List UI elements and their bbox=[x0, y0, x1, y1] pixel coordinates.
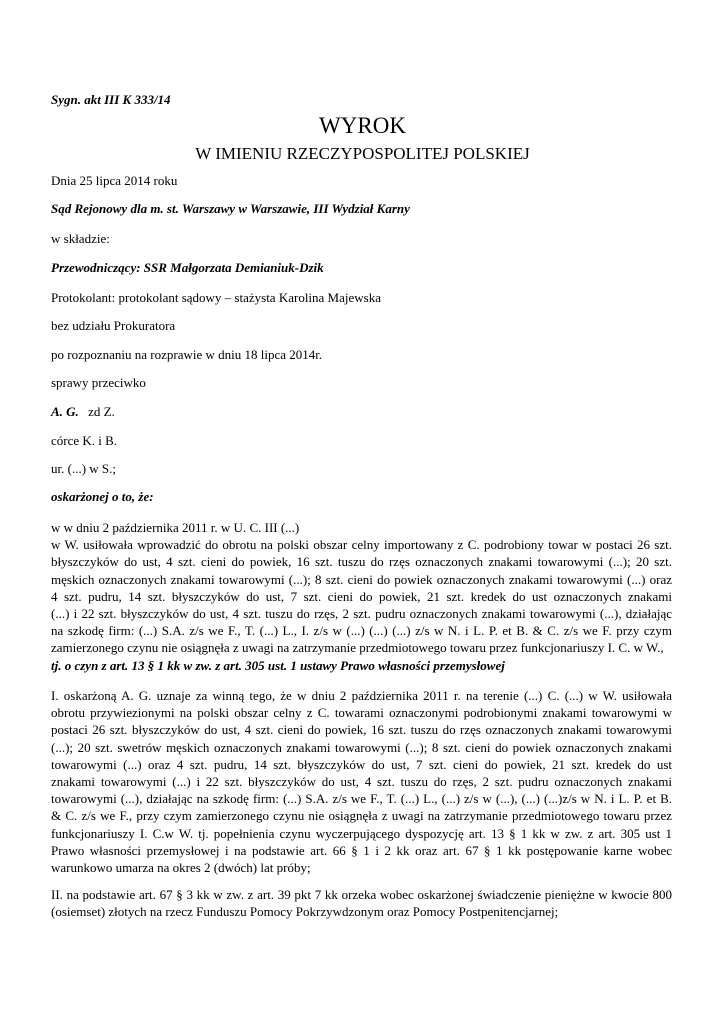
judgment-date: Dnia 25 lipca 2014 roku bbox=[51, 173, 178, 188]
ruling-line: warunkowo umarza na okres 2 (dwóch) lat próby; bbox=[51, 859, 311, 875]
defendant-name: A. G. bbox=[51, 404, 79, 419]
document-title: WYROK bbox=[319, 113, 406, 138]
presiding-judge: Przewodniczący: SSR Małgorzata Demianiuk-Dzik bbox=[51, 260, 324, 275]
composition-label: w składzie: bbox=[51, 231, 110, 246]
ruling-line: towarowymi (...) oraz 4 szt. pudru, 14 szt. błyszczyków do ust, 7 szt. cieni do powiek, 21 szt. kredek do ust bbox=[51, 756, 672, 772]
charged-label: oskarżonej o to, że: bbox=[51, 489, 154, 504]
court-clerk: Protokolant: protokolant sądowy – stażysta Karolina Majewska bbox=[51, 290, 381, 305]
ruling-line: znakami towarowymi (...) i 22 szt. błyszczyków do ust, 4 szt. tuszu do rzęs, 2 szt. pudru oznaczonych znakami bbox=[51, 773, 672, 789]
charge-line: zamierzonego czynu nie osiągnęła z uwagi na zatrzymanie przedmiotowego towaru przez funkcjonariuszy I. C. w W., bbox=[51, 640, 664, 656]
defendant-parents: córce K. i B. bbox=[51, 433, 118, 448]
defendant bbox=[51, 404, 115, 420]
ruling-line: (osiemset) złotych na rzecz Funduszu Pomocy Pokrzywdzonym oraz Pomocy Postpenitencjarnej; bbox=[51, 904, 559, 920]
ruling-line: towarowymi (...), działając na szkodę firm: (...) S.A. z/s we F., T. (...) L., (...) z/s w (...), (...) (...)z/s w N. i L. P. et B. bbox=[51, 791, 672, 807]
hearing-date: po rozpoznaniu na rozprawie w dniu 18 lipca 2014r. bbox=[51, 347, 323, 362]
charge-line: (...) i 22 szt. błyszczyków do ust, 4 szt. tuszu do rzęs, 2 szt. pudru oznaczonych znakami towarowymi (...), działając bbox=[51, 605, 672, 621]
document-subtitle: W IMIENIU RZECZYPOSPOLITEJ POLSKIEJ bbox=[195, 144, 530, 163]
ruling-line: (...); 20 szt. swetrów męskich oznaczonych znakami towarowymi (...); 8 szt. cieni do powiek oznaczonych znakami bbox=[51, 739, 672, 755]
ruling-line: & C. z/s we F., przy czym zamierzonego czynu nie osiągnęła z uwagi na zatrzymanie przedmiotowego towaru przez bbox=[51, 808, 672, 824]
charge-line: w W. usiłowała wprowadzić do obrotu na polski obszar celny importowany z C. podrobiony towar w postaci 26 szt. bbox=[51, 537, 672, 553]
ruling-line: obrotu przywiezionymi na polski obszar celny z C. towarami oznaczonymi podrobionymi znakami towarowymi w bbox=[51, 705, 672, 721]
charge-line: na szkodę firm: (...) S.A. z/s we F., T. (...) L., I. z/s w (...) (...) (...) z/s w N. i L. P. et B. & C. z/s we F. przy czym bbox=[51, 623, 672, 639]
charge-qualification: tj. o czyn z art. 13 § 1 kk w zw. z art. 305 ust. 1 ustawy Prawo własności przemysłowej bbox=[51, 657, 505, 673]
ruling-point-two bbox=[51, 886, 672, 920]
prosecutor-note: bez udziału Prokuratora bbox=[51, 318, 176, 333]
defendant-maiden-name: zd Z. bbox=[88, 404, 115, 419]
ruling-line: postaci 26 szt. błyszczyków do ust, 4 szt. cieni do powiek, 16 szt. tuszu do rzęs oznaczonych znakami towarowymi bbox=[51, 722, 672, 738]
charge-line: błyszczyków do ust, 4 szt. cieni do powiek, 16 szt. tuszu do rzęs oznaczonych znakami towarowymi (...); 20 szt. bbox=[51, 554, 672, 570]
ruling-line: I. oskarżoną A. G. uznaje za winną tego, że w dniu 2 października 2011 r. na terenie (...) C. (...) w W. usiłowała bbox=[51, 688, 672, 703]
ruling-line: II. na podstawie art. 67 § 3 kk w zw. z art. 39 pkt 7 kk orzeka wobec oskarżonej świadczenie pieniężne w kwocie 800 bbox=[51, 887, 672, 902]
ruling-line: funkcjonariuszy I. C.w W. tj. popełnienia czynu wyczerpującego dyspozycję art. 13 § 1 kk w zw. z art. 305 ust 1 bbox=[51, 825, 672, 841]
ruling-point-one bbox=[51, 687, 672, 876]
case-number: Sygn. akt III K 333/14 bbox=[51, 92, 171, 107]
charge-description bbox=[51, 519, 672, 674]
charge-line: w w dniu 2 października 2011 r. w U. C. III (...) bbox=[51, 520, 300, 535]
charge-line: męskich oznaczonych znakami towarowymi (...); 8 szt. cieni do powiek oznaczonych znakami towarowymi (...) oraz bbox=[51, 571, 672, 587]
case-against: sprawy przeciwko bbox=[51, 375, 146, 390]
court-name: Sąd Rejonowy dla m. st. Warszawy w Warszawie, III Wydział Karny bbox=[51, 201, 410, 216]
charge-line: 4 szt. pudru, 14 szt. błyszczyków do ust, 7 szt. cieni do powiek, 21 szt. kredek do ust oznaczonych znakami bbox=[51, 588, 672, 604]
ruling-line: Prawo własności przemysłowej i na podstawie art. 66 § 1 i 2 kk oraz art. 67 § 1 kk postępowanie karne wobec bbox=[51, 842, 672, 858]
defendant-birth: ur. (...) w S.; bbox=[51, 461, 116, 476]
